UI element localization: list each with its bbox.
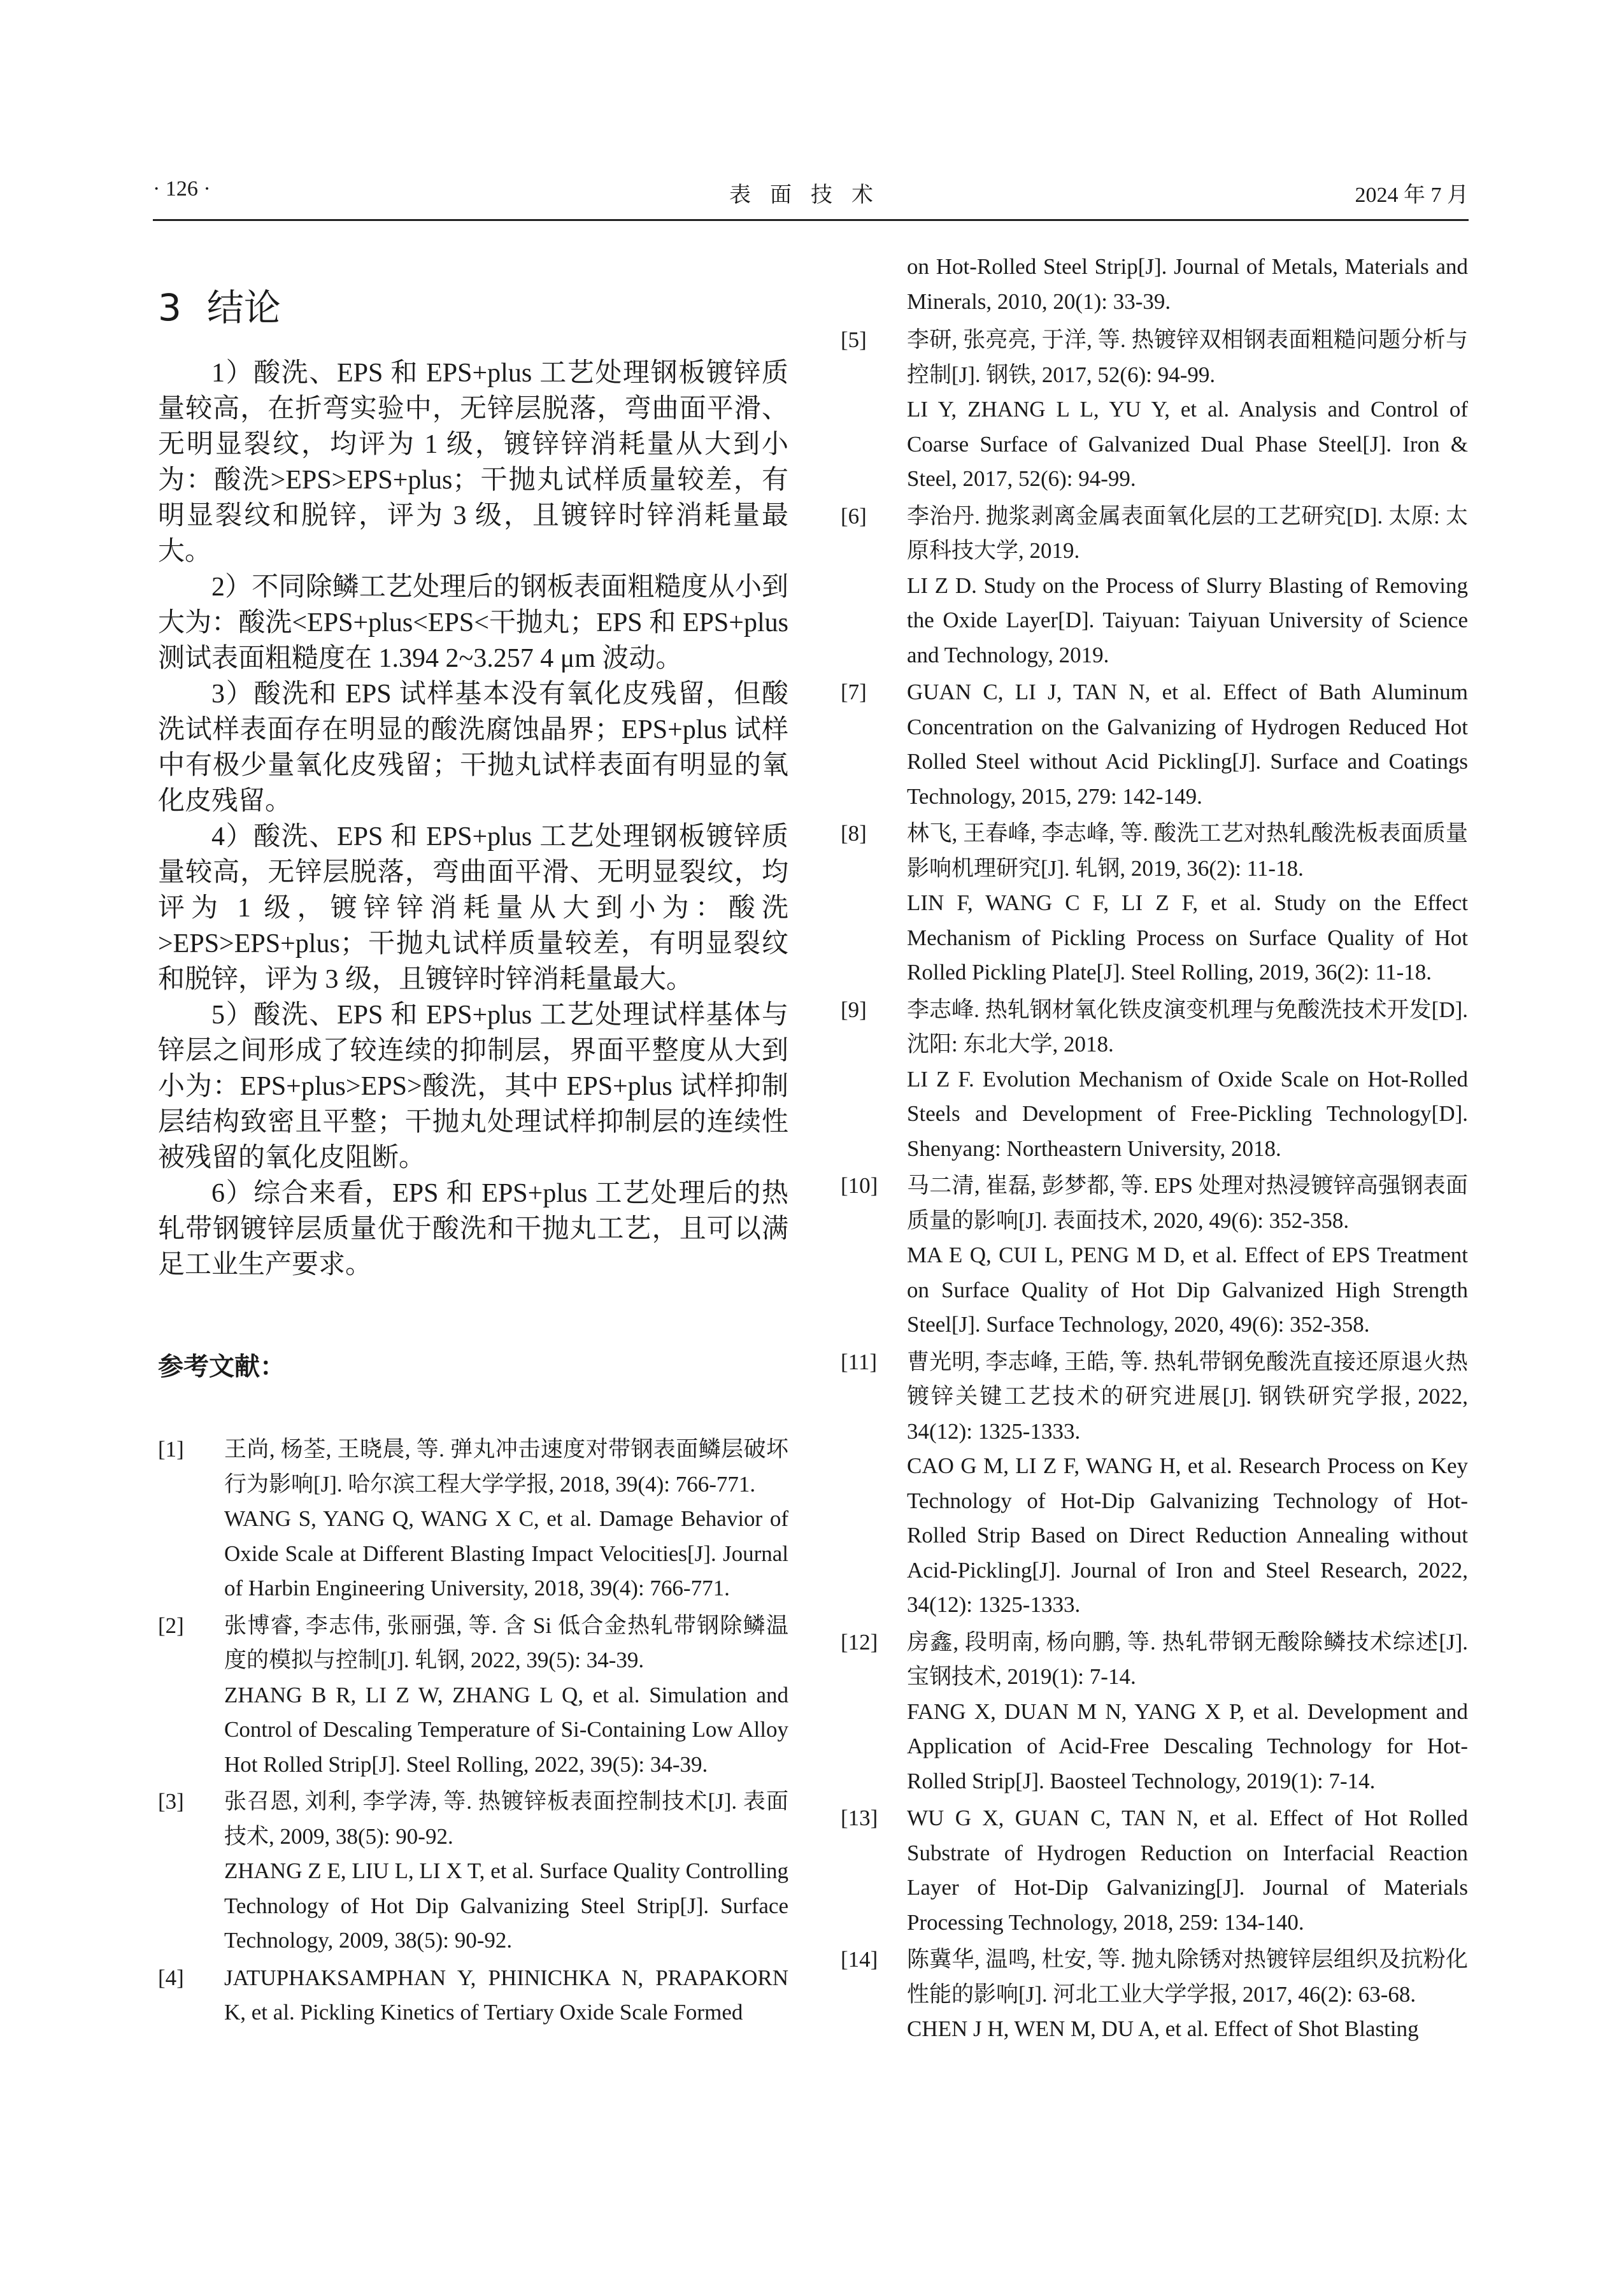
reference-number: [10] <box>841 1173 878 1198</box>
reference-item <box>841 1801 1468 1940</box>
reference-item <box>841 816 1468 990</box>
section-number: 3 <box>158 286 182 329</box>
reference-en: GUAN C, LI J, TAN N, et al. Effect of Bath Aluminum Concentration on the Galvanizing of Hydrogen Reduced Hot Rolled Steel without Acid Pickling[J]. Surface and Coatings Technology, 2015, 279: 142-149. <box>907 680 1468 809</box>
page-number: · 126 · <box>153 177 211 201</box>
reference-item <box>841 1169 1468 1343</box>
reference-zh: 张召恩, 刘利, 李学涛, 等. 热镀锌板表面控制技术[J]. 表面技术, 2009, 38(5): 90-92. <box>224 1789 788 1849</box>
reference-number: [2] <box>158 1613 184 1638</box>
reference-en: LI Y, ZHANG L L, YU Y, et al. Analysis and Control of Coarse Surface of Galvanized Dual Phase Steel[J]. Iron & Steel, 2017, 52(6): 94-99. <box>907 397 1468 491</box>
reference-number: [7] <box>841 680 867 704</box>
conclusion-paragraph-5: 5）酸洗、EPS 和 EPS+plus 工艺处理试样基体与锌层之间形成了较连续的抑制层，界面平整度从大到小为：EPS+plus>EPS>酸洗，其中 EPS+plus 试样抑制层结构致密且平整；干抛丸处理试样抑制层的连续性被残留的氧化皮阻断。 <box>158 1001 788 1172</box>
reference-item <box>841 993 1468 1167</box>
reference-continuation: on Hot-Rolled Steel Strip[J]. Journal of Metals, Materials and Minerals, 2010, 20(1): 33-39. <box>907 254 1468 314</box>
reference-number: [12] <box>841 1629 878 1655</box>
reference-number: [9] <box>841 997 867 1022</box>
reference-en: WANG S, YANG Q, WANG X C, et al. Damage Behavior of Oxide Scale at Different Blasting Impact Velocities[J]. Journal of Harbin Engineering University, 2018, 39(4): 766-771. <box>224 1506 788 1600</box>
reference-number: [1] <box>158 1437 184 1462</box>
reference-en: JATUPHAKSAMPHAN Y, PHINICHKA N, PRAPAKORN K, et al. Pickling Kinetics of Tertiary Oxide Scale Formed <box>224 1965 788 2025</box>
reference-item <box>158 1961 788 2030</box>
reference-item <box>158 1432 788 1606</box>
reference-item <box>841 675 1468 814</box>
references-list-right <box>841 323 1468 2047</box>
reference-number: [5] <box>841 327 867 352</box>
reference-number: [13] <box>841 1806 878 1830</box>
reference-number: [14] <box>841 1947 878 1972</box>
reference-zh: 房鑫, 段明南, 杨向鹏, 等. 热轧带钢无酸除鳞技术综述[J]. 宝钢技术, 2019(1): 7-14. <box>907 1629 1468 1689</box>
reference-en: CHEN J H, WEN M, DU A, et al. Effect of Shot Blasting <box>907 2016 1419 2041</box>
running-header <box>153 177 1469 222</box>
reference-number: [8] <box>841 821 867 846</box>
conclusion-paragraph-1: 1）酸洗、EPS 和 EPS+plus 工艺处理钢板镀锌质量较高，在折弯实验中，无锌层脱落，弯曲面平滑、无明显裂纹，均评为 1 级，镀锌锌消耗量从大到小为：酸洗>EPS>EPS+plus；干抛丸试样质量较差，有明显裂纹和脱锌，评为 3 级，且镀锌时锌消耗量最大。 <box>158 359 788 566</box>
reference-item <box>841 1625 1468 1799</box>
reference-item <box>158 1785 788 1958</box>
reference-number: [11] <box>841 1349 878 1374</box>
reference-en: CAO G M, LI Z F, WANG H, et al. Research Process on Key Technology of Hot-Dip Galvanizing Technology of Hot-Rolled Strip Based on Direct Reduction Annealing without Acid-Pickling[J]. Journal of Iron and Steel Research, 2022, 34(12): 1325-1333. <box>907 1453 1468 1617</box>
reference-en: LIN F, WANG C F, LI Z F, et al. Study on the Effect Mechanism of Pickling Process on Surface Quality of Hot Rolled Pickling Plate[J]. Steel Rolling, 2019, 36(2): 11-18. <box>907 890 1468 985</box>
reference-item <box>158 1609 788 1783</box>
section-heading <box>158 278 788 331</box>
reference-item <box>841 1942 1468 2047</box>
conclusion-paragraph-4: 4）酸洗、EPS 和 EPS+plus 工艺处理钢板镀锌质量较高，无锌层脱落，弯曲面平滑、无明显裂纹，均评为 1 级，镀锌锌消耗量从大到小为：酸洗>EPS>EPS+plus；干抛丸试样质量较差，有明显裂纹和脱锌，评为 3 级，且镀锌时锌消耗量最大。 <box>158 822 788 994</box>
reference-en: LI Z F. Evolution Mechanism of Oxide Scale on Hot-Rolled Steels and Development of Free-Pickling Technology[D]. Shenyang: Northeastern University, 2018. <box>907 1066 1468 1161</box>
reference-zh: 李研, 张亮亮, 于洋, 等. 热镀锌双相钢表面粗糙问题分析与控制[J]. 钢铁, 2017, 52(6): 94-99. <box>907 327 1468 387</box>
reference-item <box>841 499 1468 673</box>
reference-zh: 张博睿, 李志伟, 张丽强, 等. 含 Si 低合金热轧带钢除鳞温度的模拟与控制[J]. 轧钢, 2022, 39(5): 34-39. <box>224 1613 788 1672</box>
conclusion-paragraph-3: 3）酸洗和 EPS 试样基本没有氧化皮残留，但酸洗试样表面存在明显的酸洗腐蚀晶界；EPS+plus 试样中有极少量氧化皮残留；干抛丸试样表面有明显的氧化皮残留。 <box>158 680 788 816</box>
reference-number: [4] <box>158 1965 184 1990</box>
reference-zh: 李志峰. 热轧钢材氧化铁皮演变机理与免酸洗技术开发[D]. 沈阳: 东北大学, 2018. <box>907 997 1468 1057</box>
reference-item <box>841 1345 1468 1623</box>
reference-zh: 王尚, 杨荃, 王晓晨, 等. 弹丸冲击速度对带钢表面鳞层破坏行为影响[J]. 哈尔滨工程大学学报, 2018, 39(4): 766-771. <box>224 1437 788 1497</box>
reference-en: ZHANG B R, LI Z W, ZHANG L Q, et al. Simulation and Control of Descaling Temperature of Si-Containing Low Alloy Hot Rolled Strip[J]. Steel Rolling, 2022, 39(5): 34-39. <box>224 1682 788 1777</box>
reference-zh: 林飞, 王春峰, 李志峰, 等. 酸洗工艺对热轧酸洗板表面质量影响机理研究[J]. 轧钢, 2019, 36(2): 11-18. <box>907 821 1468 881</box>
reference-number: [3] <box>158 1789 184 1814</box>
reference-en: LI Z D. Study on the Process of Slurry Blasting of Removing the Oxide Layer[D]. Taiyuan: Taiyuan University of Science and Technology, 2019. <box>907 573 1468 667</box>
reference-number: [6] <box>841 503 867 529</box>
right-column <box>841 250 1468 2049</box>
journal-title: 表面技术 <box>729 183 892 207</box>
reference-zh: 马二清, 崔磊, 彭梦都, 等. EPS 处理对热浸镀锌高强钢表面质量的影响[J]. 表面技术, 2020, 49(6): 352-358. <box>907 1173 1468 1233</box>
reference-en: FANG X, DUAN M N, YANG X P, et al. Development and Application of Acid-Free Descaling Technology for Hot-Rolled Strip[J]. Baosteel Technology, 2019(1): 7-14. <box>907 1699 1468 1793</box>
reference-en: MA E Q, CUI L, PENG M D, et al. Effect of EPS Treatment on Surface Quality of Hot Dip Galvanized High Strength Steel[J]. Surface Technology, 2020, 49(6): 352-358. <box>907 1243 1468 1337</box>
reference-item <box>841 323 1468 497</box>
references-list-left <box>158 1432 788 2030</box>
reference-zh: 陈冀华, 温鸣, 杜安, 等. 抛丸除锈对热镀锌层组织及抗粉化性能的影响[J]. 河北工业大学学报, 2017, 46(2): 63-68. <box>907 1947 1468 2007</box>
conclusion-paragraph-6: 6）综合来看，EPS 和 EPS+plus 工艺处理后的热轧带钢镀锌层质量优于酸洗和干抛丸工艺，且可以满足工业生产要求。 <box>158 1179 788 1279</box>
reference-en: ZHANG Z E, LIU L, LI X T, et al. Surface Quality Controlling Technology of Hot Dip Galvanizing Steel Strip[J]. Surface Technology, 2009, 38(5): 90-92. <box>224 1858 788 1953</box>
reference-zh: 李治丹. 抛浆剥离金属表面氧化层的工艺研究[D]. 太原: 太原科技大学, 2019. <box>907 503 1468 563</box>
header-rule <box>153 219 1469 221</box>
conclusion-paragraph-2: 2）不同除鳞工艺处理后的钢板表面粗糙度从小到大为：酸洗<EPS+plus<EPS<干抛丸；EPS 和 EPS+plus 测试表面粗糙度在 1.394 2~3.257 4 μm 波动。 <box>158 573 788 673</box>
references-heading: 参考文献： <box>158 1352 285 1381</box>
left-column <box>158 250 788 2033</box>
section-title: 结论 <box>206 286 281 329</box>
reference-zh: 曹光明, 李志峰, 王皓, 等. 热轧带钢免酸洗直接还原退火热镀锌关键工艺技术的研究进展[J]. 钢铁研究学报, 2022, 34(12): 1325-1333. <box>907 1349 1468 1444</box>
issue-date: 2024 年 7 月 <box>1355 183 1469 207</box>
reference-en: WU G X, GUAN C, TAN N, et al. Effect of Hot Rolled Substrate of Hydrogen Reduction on Interfacial Reaction Layer of Hot-Dip Galvanizing[J]. Journal of Materials Processing Technology, 2018, 259: 134-140. <box>907 1806 1468 1935</box>
